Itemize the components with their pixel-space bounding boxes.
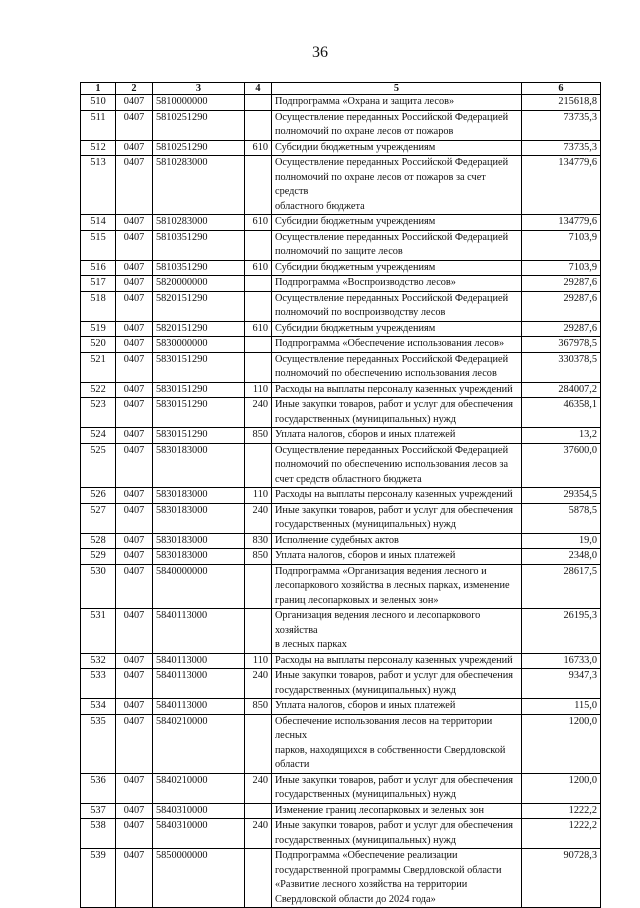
amount-cell: 19,0 <box>522 533 601 549</box>
item-name-line: границ лесопарковых и зеленых зон» <box>275 594 439 606</box>
item-name-cell <box>272 156 522 215</box>
expense-type-code-cell: 850 <box>245 699 272 715</box>
table-row <box>81 488 601 504</box>
amount-cell: 16733,0 <box>522 653 601 669</box>
row-number-cell: 513 <box>81 156 116 215</box>
target-article-code-cell: 5840310000 <box>153 803 245 819</box>
item-name-line: Расходы на выплаты персоналу казенных учреждений <box>275 654 513 666</box>
table-row <box>81 849 601 908</box>
target-article-code-cell: 5840000000 <box>153 564 245 609</box>
item-name-line: Субсидии бюджетным учреждениям <box>275 261 436 273</box>
section-code-cell: 0407 <box>116 230 153 260</box>
target-article-code-cell: 5840113000 <box>153 669 245 699</box>
target-article-code-cell: 5830183000 <box>153 443 245 488</box>
expense-type-code-cell <box>245 95 272 111</box>
target-article-code-cell: 5830000000 <box>153 337 245 353</box>
item-name-cell <box>272 352 522 382</box>
amount-cell: 37600,0 <box>522 443 601 488</box>
section-code-cell: 0407 <box>116 382 153 398</box>
item-name-line: полномочий по обеспечению использования лесов за <box>275 459 509 470</box>
item-name-line: Организация ведения лесного и лесопаркового хозяйства <box>275 610 481 636</box>
table-row <box>81 215 601 231</box>
table-row <box>81 564 601 609</box>
item-name-cell <box>272 95 522 111</box>
item-name-cell <box>272 533 522 549</box>
amount-cell: 5878,5 <box>522 503 601 533</box>
amount-cell: 1222,2 <box>522 803 601 819</box>
target-article-code-cell: 5840113000 <box>153 699 245 715</box>
section-code-cell: 0407 <box>116 95 153 111</box>
row-number-cell: 533 <box>81 669 116 699</box>
amount-cell: 29287,6 <box>522 321 601 337</box>
section-code-cell: 0407 <box>116 533 153 549</box>
item-name-line: Уплата налогов, сборов и иных платежей <box>275 550 456 561</box>
item-name-line: Иные закупки товаров, работ и услуг для обеспечения <box>275 774 513 786</box>
header-cell: 5 <box>272 83 522 95</box>
item-name-line: полномочий по обеспечению использования лесов <box>275 368 497 379</box>
item-name-cell <box>272 230 522 260</box>
item-name-line: Свердловской области до 2024 года» <box>275 893 436 905</box>
section-code-cell: 0407 <box>116 337 153 353</box>
item-name-line: Субсидии бюджетным учреждениям <box>275 216 436 227</box>
table-header-row <box>81 83 601 95</box>
item-name-line: государственных (муниципальных) нужд <box>275 519 456 530</box>
amount-cell: 330378,5 <box>522 352 601 382</box>
section-code-cell: 0407 <box>116 609 153 654</box>
expense-type-code-cell: 110 <box>245 653 272 669</box>
table-row <box>81 352 601 382</box>
expense-type-code-cell <box>245 849 272 908</box>
row-number-cell: 524 <box>81 428 116 444</box>
row-number-cell: 534 <box>81 699 116 715</box>
target-article-code-cell: 5830151290 <box>153 352 245 382</box>
item-name-cell <box>272 488 522 504</box>
section-code-cell: 0407 <box>116 276 153 292</box>
section-code-cell: 0407 <box>116 488 153 504</box>
row-number-cell: 527 <box>81 503 116 533</box>
section-code-cell: 0407 <box>116 140 153 156</box>
expense-type-code-cell: 610 <box>245 260 272 276</box>
amount-cell: 367978,5 <box>522 337 601 353</box>
expense-type-code-cell <box>245 609 272 654</box>
row-number-cell: 520 <box>81 337 116 353</box>
row-number-cell: 516 <box>81 260 116 276</box>
target-article-code-cell: 5820151290 <box>153 321 245 337</box>
table-row <box>81 321 601 337</box>
row-number-cell: 519 <box>81 321 116 337</box>
target-article-code-cell: 5830183000 <box>153 488 245 504</box>
expense-type-code-cell <box>245 230 272 260</box>
item-name-cell <box>272 140 522 156</box>
amount-cell: 73735,3 <box>522 110 601 140</box>
item-name-line: Осуществление переданных Российской Федерацией <box>275 111 509 123</box>
item-name-cell <box>272 291 522 321</box>
item-name-cell <box>272 110 522 140</box>
row-number-cell: 537 <box>81 803 116 819</box>
expense-type-code-cell <box>245 156 272 215</box>
item-name-line: «Развитие лесного хозяйства на территории <box>275 879 468 890</box>
item-name-cell <box>272 428 522 444</box>
row-number-cell: 528 <box>81 533 116 549</box>
amount-cell: 134779,6 <box>522 156 601 215</box>
item-name-cell <box>272 443 522 488</box>
item-name-line: Осуществление переданных Российской Федерацией <box>275 231 509 243</box>
item-name-line: парков, находящихся в собственности Свердловской <box>275 744 506 756</box>
section-code-cell: 0407 <box>116 699 153 715</box>
row-number-cell: 523 <box>81 398 116 428</box>
expense-type-code-cell <box>245 803 272 819</box>
table-row <box>81 714 601 773</box>
header-cell: 2 <box>116 83 153 95</box>
amount-cell: 134779,6 <box>522 215 601 231</box>
expense-type-code-cell: 240 <box>245 819 272 849</box>
item-name-line: Иные закупки товаров, работ и услуг для обеспечения <box>275 504 513 516</box>
row-number-cell: 536 <box>81 773 116 803</box>
item-name-cell <box>272 773 522 803</box>
item-name-cell <box>272 714 522 773</box>
expense-type-code-cell <box>245 352 272 382</box>
expense-type-code-cell: 240 <box>245 503 272 533</box>
table-row <box>81 260 601 276</box>
expense-type-code-cell: 830 <box>245 533 272 549</box>
item-name-line: Расходы на выплаты персоналу казенных учреждений <box>275 489 513 500</box>
table-row <box>81 503 601 533</box>
section-code-cell: 0407 <box>116 291 153 321</box>
table-row <box>81 819 601 849</box>
table-row <box>81 653 601 669</box>
section-code-cell: 0407 <box>116 503 153 533</box>
item-name-cell <box>272 803 522 819</box>
target-article-code-cell: 5840210000 <box>153 714 245 773</box>
header-cell: 4 <box>245 83 272 95</box>
target-article-code-cell: 5810351290 <box>153 230 245 260</box>
item-name-line: Иные закупки товаров, работ и услуг для обеспечения <box>275 399 513 410</box>
item-name-cell <box>272 653 522 669</box>
amount-cell: 29287,6 <box>522 291 601 321</box>
item-name-line: государственных (муниципальных) нужд <box>275 789 456 800</box>
table-body <box>81 95 601 908</box>
table-row <box>81 337 601 353</box>
amount-cell: 26195,3 <box>522 609 601 654</box>
amount-cell: 115,0 <box>522 699 601 715</box>
table-row <box>81 398 601 428</box>
amount-cell: 13,2 <box>522 428 601 444</box>
section-code-cell: 0407 <box>116 819 153 849</box>
item-name-line: Обеспечение использования лесов на территории лесных <box>275 715 493 741</box>
item-name-line: счет средств областного бюджета <box>275 473 422 485</box>
table-row <box>81 382 601 398</box>
item-name-cell <box>272 669 522 699</box>
table-row <box>81 156 601 215</box>
item-name-line: Исполнение судебных актов <box>275 534 399 546</box>
expense-type-code-cell <box>245 291 272 321</box>
item-name-line: Осуществление переданных Российской Федерацией <box>275 444 509 456</box>
item-name-line: областного бюджета <box>275 200 365 212</box>
page-number: 36 <box>312 44 328 61</box>
item-name-line: лесопаркового хозяйства в лесных парках, изменение <box>275 580 510 591</box>
expense-type-code-cell: 240 <box>245 398 272 428</box>
expense-type-code-cell <box>245 110 272 140</box>
target-article-code-cell: 5840310000 <box>153 819 245 849</box>
item-name-line: Иные закупки товаров, работ и услуг для обеспечения <box>275 820 513 831</box>
table-row <box>81 110 601 140</box>
expense-type-code-cell: 240 <box>245 773 272 803</box>
expense-type-code-cell: 240 <box>245 669 272 699</box>
item-name-cell <box>272 564 522 609</box>
row-number-cell: 512 <box>81 140 116 156</box>
expense-type-code-cell: 110 <box>245 488 272 504</box>
row-number-cell: 511 <box>81 110 116 140</box>
section-code-cell: 0407 <box>116 398 153 428</box>
expense-type-code-cell <box>245 276 272 292</box>
expense-type-code-cell: 110 <box>245 382 272 398</box>
row-number-cell: 515 <box>81 230 116 260</box>
item-name-line: Осуществление переданных Российской Федерацией <box>275 292 509 304</box>
item-name-line: Подпрограмма «Обеспечение использования лесов» <box>275 338 505 349</box>
target-article-code-cell: 5810283000 <box>153 215 245 231</box>
item-name-cell <box>272 276 522 292</box>
amount-cell: 284007,2 <box>522 382 601 398</box>
table-row <box>81 773 601 803</box>
item-name-line: Подпрограмма «Обеспечение реализации <box>275 850 458 861</box>
row-number-cell: 526 <box>81 488 116 504</box>
table-row <box>81 276 601 292</box>
item-name-line: Субсидии бюджетным учреждениям <box>275 322 436 334</box>
row-number-cell: 539 <box>81 849 116 908</box>
target-article-code-cell: 5830183000 <box>153 533 245 549</box>
section-code-cell: 0407 <box>116 564 153 609</box>
target-article-code-cell: 5840210000 <box>153 773 245 803</box>
expense-type-code-cell <box>245 337 272 353</box>
item-name-line: государственной программы Свердловской области <box>275 864 502 876</box>
row-number-cell: 514 <box>81 215 116 231</box>
expense-type-code-cell: 850 <box>245 428 272 444</box>
section-code-cell: 0407 <box>116 352 153 382</box>
expense-type-code-cell: 850 <box>245 549 272 565</box>
budget-table <box>80 82 601 908</box>
row-number-cell: 530 <box>81 564 116 609</box>
item-name-line: Уплата налогов, сборов и иных платежей <box>275 700 456 711</box>
item-name-line: Подпрограмма «Воспроизводство лесов» <box>275 277 456 288</box>
amount-cell: 1222,2 <box>522 819 601 849</box>
item-name-cell <box>272 699 522 715</box>
amount-cell: 90728,3 <box>522 849 601 908</box>
table-row <box>81 803 601 819</box>
section-code-cell: 0407 <box>116 260 153 276</box>
table-row <box>81 609 601 654</box>
target-article-code-cell: 5810251290 <box>153 140 245 156</box>
item-name-line: Иные закупки товаров, работ и услуг для обеспечения <box>275 670 513 681</box>
expense-type-code-cell <box>245 564 272 609</box>
amount-cell: 73735,3 <box>522 140 601 156</box>
section-code-cell: 0407 <box>116 321 153 337</box>
table-row <box>81 428 601 444</box>
target-article-code-cell: 5810251290 <box>153 110 245 140</box>
item-name-cell <box>272 819 522 849</box>
section-code-cell: 0407 <box>116 653 153 669</box>
item-name-line: Изменение границ лесопарковых и зеленых зон <box>275 804 485 816</box>
item-name-cell <box>272 260 522 276</box>
section-code-cell: 0407 <box>116 714 153 773</box>
item-name-line: полномочий по защите лесов <box>275 246 403 257</box>
header-cell: 6 <box>522 83 601 95</box>
target-article-code-cell: 5840113000 <box>153 609 245 654</box>
amount-cell: 7103,9 <box>522 230 601 260</box>
target-article-code-cell: 5830183000 <box>153 503 245 533</box>
target-article-code-cell: 5810283000 <box>153 156 245 215</box>
item-name-line: Подпрограмма «Организация ведения лесного и <box>275 565 487 577</box>
amount-cell: 1200,0 <box>522 773 601 803</box>
target-article-code-cell: 5850000000 <box>153 849 245 908</box>
table-row <box>81 443 601 488</box>
item-name-line: в лесных парках <box>275 639 347 650</box>
expense-type-code-cell <box>245 714 272 773</box>
item-name-cell <box>272 549 522 565</box>
item-name-line: Субсидии бюджетным учреждениям <box>275 141 436 153</box>
item-name-cell <box>272 849 522 908</box>
target-article-code-cell: 5840113000 <box>153 653 245 669</box>
item-name-line: Расходы на выплаты персоналу казенных учреждений <box>275 383 513 395</box>
target-article-code-cell: 5820151290 <box>153 291 245 321</box>
item-name-cell <box>272 398 522 428</box>
row-number-cell: 538 <box>81 819 116 849</box>
item-name-line: полномочий по охране лесов от пожаров <box>275 126 454 137</box>
table-row <box>81 140 601 156</box>
amount-cell: 28617,5 <box>522 564 601 609</box>
section-code-cell: 0407 <box>116 215 153 231</box>
section-code-cell: 0407 <box>116 803 153 819</box>
row-number-cell: 529 <box>81 549 116 565</box>
amount-cell: 9347,3 <box>522 669 601 699</box>
target-article-code-cell: 5820000000 <box>153 276 245 292</box>
section-code-cell: 0407 <box>116 669 153 699</box>
item-name-line: области <box>275 759 310 770</box>
row-number-cell: 517 <box>81 276 116 292</box>
header-cell: 3 <box>153 83 245 95</box>
row-number-cell: 522 <box>81 382 116 398</box>
row-number-cell: 531 <box>81 609 116 654</box>
amount-cell: 7103,9 <box>522 260 601 276</box>
row-number-cell: 518 <box>81 291 116 321</box>
section-code-cell: 0407 <box>116 428 153 444</box>
table-row <box>81 291 601 321</box>
target-article-code-cell: 5830151290 <box>153 398 245 428</box>
expense-type-code-cell: 610 <box>245 215 272 231</box>
expense-type-code-cell <box>245 443 272 488</box>
row-number-cell: 510 <box>81 95 116 111</box>
item-name-line: Подпрограмма «Охрана и защита лесов» <box>275 96 455 107</box>
item-name-cell <box>272 503 522 533</box>
amount-cell: 2348,0 <box>522 549 601 565</box>
section-code-cell: 0407 <box>116 443 153 488</box>
item-name-line: Осуществление переданных Российской Федерацией <box>275 353 509 365</box>
item-name-line: полномочий по охране лесов от пожаров за счет средств <box>275 171 486 197</box>
table-row <box>81 549 601 565</box>
item-name-cell <box>272 382 522 398</box>
item-name-line: Уплата налогов, сборов и иных платежей <box>275 429 456 440</box>
section-code-cell: 0407 <box>116 773 153 803</box>
amount-cell: 46358,1 <box>522 398 601 428</box>
section-code-cell: 0407 <box>116 849 153 908</box>
target-article-code-cell: 5810351290 <box>153 260 245 276</box>
target-article-code-cell: 5830151290 <box>153 428 245 444</box>
item-name-line: полномочий по воспроизводству лесов <box>275 307 446 318</box>
item-name-line: Осуществление переданных Российской Федерацией <box>275 157 509 168</box>
item-name-cell <box>272 337 522 353</box>
header-cell: 1 <box>81 83 116 95</box>
section-code-cell: 0407 <box>116 110 153 140</box>
table-row <box>81 230 601 260</box>
row-number-cell: 525 <box>81 443 116 488</box>
item-name-cell <box>272 215 522 231</box>
row-number-cell: 532 <box>81 653 116 669</box>
table-row <box>81 95 601 111</box>
target-article-code-cell: 5830151290 <box>153 382 245 398</box>
expense-type-code-cell: 610 <box>245 321 272 337</box>
expense-type-code-cell: 610 <box>245 140 272 156</box>
table-row <box>81 669 601 699</box>
target-article-code-cell: 5830183000 <box>153 549 245 565</box>
target-article-code-cell: 5810000000 <box>153 95 245 111</box>
amount-cell: 29354,5 <box>522 488 601 504</box>
section-code-cell: 0407 <box>116 156 153 215</box>
row-number-cell: 535 <box>81 714 116 773</box>
item-name-line: государственных (муниципальных) нужд <box>275 684 456 696</box>
item-name-cell <box>272 609 522 654</box>
table-row <box>81 699 601 715</box>
item-name-cell <box>272 321 522 337</box>
table-row <box>81 533 601 549</box>
amount-cell: 29287,6 <box>522 276 601 292</box>
row-number-cell: 521 <box>81 352 116 382</box>
item-name-line: государственных (муниципальных) нужд <box>275 413 456 425</box>
item-name-line: государственных (муниципальных) нужд <box>275 834 456 846</box>
section-code-cell: 0407 <box>116 549 153 565</box>
amount-cell: 1200,0 <box>522 714 601 773</box>
amount-cell: 215618,8 <box>522 95 601 111</box>
